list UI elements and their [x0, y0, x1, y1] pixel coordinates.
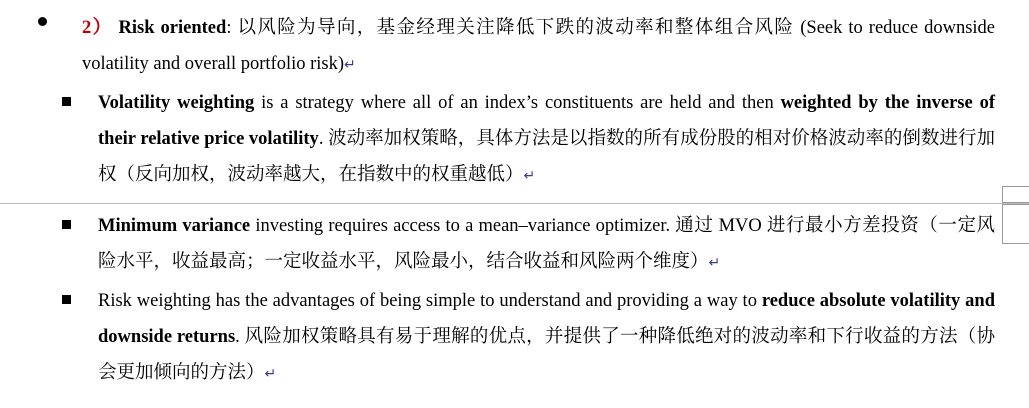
bullet-disc-icon [38, 17, 47, 26]
body-text-risk-oriented: : 以风险为导向，基金经理关注降低下跌的波动率和整体组合风险 (Seek to reduce downside volatility and overall portfolio risk) [82, 18, 996, 74]
section-divider [0, 203, 1029, 204]
paragraph-risk-weighting [98, 283, 995, 392]
return-mark: ↵ [708, 255, 721, 271]
return-mark: ↵ [264, 366, 277, 382]
return-mark: ↵ [344, 57, 356, 73]
lead-term-minimum-variance: Minimum variance [98, 216, 251, 236]
list-item-volatility-weighting [0, 85, 1029, 194]
body-text-minimum-variance: investing requires access to a mean–variance optimizer. 通过 MVO 进行最小方差投资（一定风险水平，收益最高；一定收益水平，风险最小，结合收益和风险两个维度） [98, 216, 996, 272]
bullet-square-icon [62, 220, 71, 229]
body-text-risk-weighting-2: . 风险加权策略具有易于理解的优点，并提供了一种降低绝对的波动率和下行收益的方法（协会更加倾向的方法） [98, 327, 995, 383]
paragraph-volatility-weighting [98, 85, 995, 194]
list-item-risk-oriented [0, 0, 1029, 83]
body-text-risk-weighting-1: Risk weighting has the advantages of being simple to understand and providing a way to [98, 291, 762, 311]
bullet-square-icon [62, 295, 71, 304]
list-item-minimum-variance [0, 208, 1029, 281]
body-text-volatility-weighting-1: is a strategy where all of an index’s constituents are held and then [254, 93, 781, 113]
emphasis-volatility-weighting: weighted by the inverse of their relative price volatility [98, 93, 995, 149]
paragraph-minimum-variance [98, 208, 995, 281]
body-text-volatility-weighting-2: . 波动率加权策略，具体方法是以指数的所有成份股的相对价格波动率的倒数进行加权（反向加权，波动率越大，在指数中的权重越低） [98, 129, 995, 185]
list-marker-number: 2） [82, 18, 113, 38]
lead-term-volatility-weighting: Volatility weighting [98, 93, 255, 113]
paragraph-risk-oriented [82, 10, 995, 83]
right-margin-mark-top [1002, 186, 1029, 203]
lead-term-risk-oriented: Risk oriented [118, 18, 227, 38]
list-item-risk-weighting [0, 283, 1029, 392]
emphasis-risk-weighting: reduce absolute volatility and downside returns [98, 291, 995, 347]
bullet-square-icon [62, 97, 71, 106]
return-mark: ↵ [523, 168, 536, 184]
